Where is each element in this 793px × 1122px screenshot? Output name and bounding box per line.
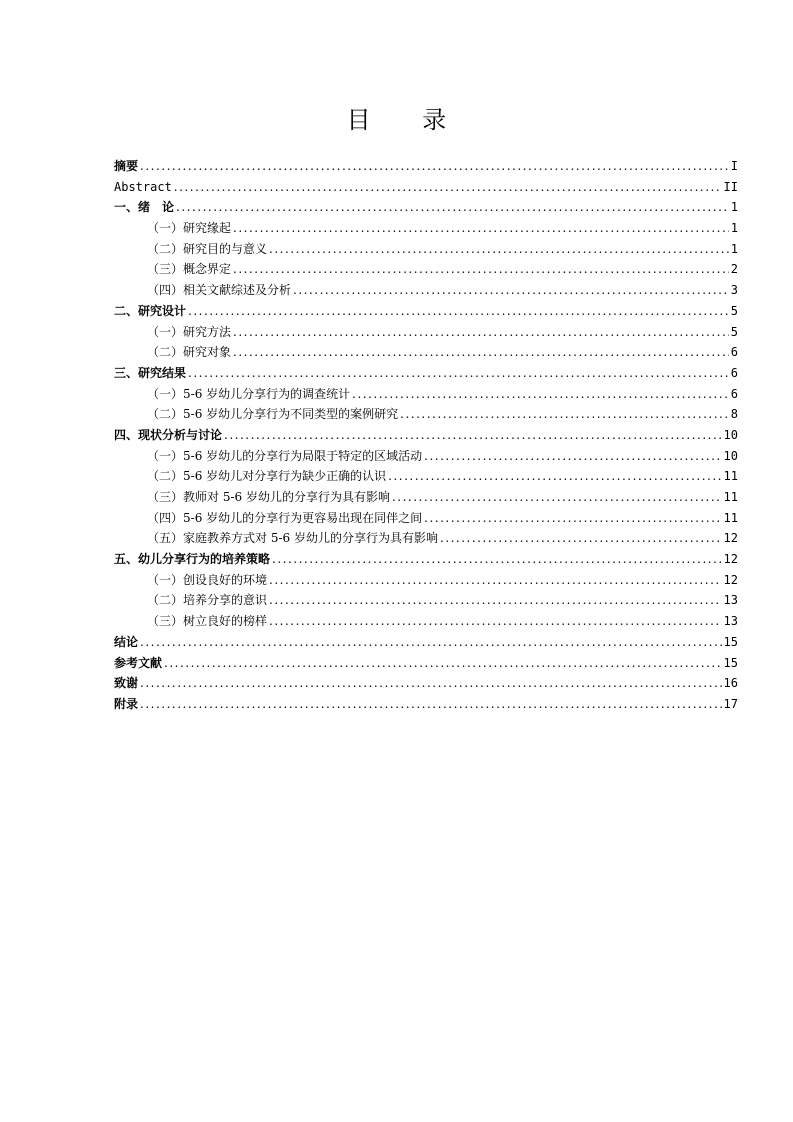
- toc-entry[interactable]: [114, 280, 738, 301]
- toc-entry-label: 摘要: [114, 159, 139, 173]
- toc-entry-page: 13: [723, 593, 738, 608]
- toc-entry[interactable]: [114, 342, 738, 363]
- dot-leader: [140, 632, 722, 653]
- dot-leader: [233, 218, 729, 239]
- toc-entry[interactable]: [114, 590, 738, 611]
- dot-leader: [188, 301, 729, 322]
- toc-entry[interactable]: [114, 404, 738, 425]
- dot-leader: [392, 487, 722, 508]
- toc-entry-page: 12: [723, 552, 738, 567]
- toc-entry[interactable]: [114, 570, 738, 591]
- toc-entry-label: （一）研究缘起: [147, 221, 232, 236]
- toc-entry-label: 二、研究设计: [114, 303, 187, 318]
- toc-entry[interactable]: [114, 549, 738, 570]
- toc-entry-page: 1: [730, 241, 738, 256]
- toc-entry-page: 1: [730, 221, 738, 236]
- toc-entry[interactable]: [114, 632, 738, 653]
- page-title: 目 录: [346, 106, 469, 134]
- toc-entry-page: 11: [723, 490, 738, 504]
- toc-entry[interactable]: [114, 653, 738, 674]
- toc-entry[interactable]: [114, 508, 738, 529]
- toc-entry-label: 五、幼儿分享行为的培养策略: [114, 552, 271, 567]
- toc-entry-page: 11: [723, 469, 738, 484]
- toc-entry-page: 5: [730, 324, 738, 339]
- dot-leader: [233, 342, 729, 363]
- dot-leader: [174, 177, 722, 198]
- toc-entry-label: （一）创设良好的环境: [147, 572, 268, 587]
- dot-leader: [140, 156, 729, 177]
- toc-entry[interactable]: [114, 487, 738, 508]
- toc-entry-label: 致谢: [114, 676, 139, 691]
- toc-entry-label: （一）研究方法: [147, 324, 232, 339]
- dot-leader: [293, 280, 729, 301]
- toc-entry-label: （二）培养分享的意识: [147, 593, 268, 608]
- dot-leader: [352, 384, 729, 405]
- dot-leader: [388, 466, 721, 487]
- toc-entry-label: （一）5-6 岁幼儿分享行为的调查统计: [147, 386, 351, 401]
- toc-entry-label: 结论: [114, 634, 139, 649]
- dot-leader: [440, 528, 722, 549]
- dot-leader: [233, 259, 729, 280]
- toc-entry[interactable]: [114, 177, 738, 198]
- toc-entry-label: （三）教师对 5-6 岁幼儿的分享行为具有影响: [147, 490, 390, 504]
- toc-entry[interactable]: [114, 363, 738, 384]
- toc-entry[interactable]: [114, 156, 738, 177]
- toc-entry-label: 附录: [114, 696, 139, 711]
- toc-entry-page: 13: [723, 614, 738, 629]
- dot-leader: [164, 653, 722, 674]
- toc-entry[interactable]: [114, 528, 738, 549]
- toc-entry[interactable]: [114, 322, 738, 343]
- toc-entry-page: 15: [723, 634, 738, 649]
- toc-entry-page: 1: [730, 200, 738, 215]
- toc-entry-page: 10: [723, 448, 738, 463]
- toc-entry-label: 四、现状分析与讨论: [114, 427, 223, 442]
- toc-entry-label: （二）研究目的与意义: [147, 241, 268, 256]
- toc-entry[interactable]: [114, 197, 738, 218]
- toc-entry-label: 一、绪 论: [114, 200, 175, 215]
- toc-entry-label: （五）家庭教养方式对 5-6 岁幼儿的分享行为具有影响: [147, 531, 438, 546]
- dot-leader: [140, 694, 722, 715]
- dot-leader: [424, 446, 721, 467]
- toc-entry[interactable]: [114, 218, 738, 239]
- dot-leader: [269, 590, 722, 611]
- toc-entry-page: 17: [723, 696, 738, 711]
- dot-leader: [400, 404, 729, 425]
- toc-entry-label: （四）相关文献综述及分析: [147, 283, 292, 298]
- toc-entry-page: 6: [730, 365, 738, 380]
- dot-leader: [140, 673, 722, 694]
- toc-entry[interactable]: [114, 239, 738, 260]
- dot-leader: [272, 549, 722, 570]
- dot-leader: [176, 197, 729, 218]
- toc-entry-page: 5: [730, 303, 738, 318]
- toc-entry[interactable]: [114, 611, 738, 632]
- toc-entry-page: 6: [730, 386, 738, 401]
- table-of-contents: [114, 156, 738, 715]
- toc-entry[interactable]: [114, 673, 738, 694]
- toc-entry-label: 三、研究结果: [114, 365, 187, 380]
- toc-entry[interactable]: [114, 425, 738, 446]
- dot-leader: [233, 322, 729, 343]
- dot-leader: [269, 570, 722, 591]
- toc-entry[interactable]: [114, 259, 738, 280]
- toc-entry[interactable]: [114, 466, 738, 487]
- toc-entry-label: （三）树立良好的榜样: [147, 614, 268, 629]
- toc-entry-page: 3: [730, 283, 738, 298]
- dot-leader: [424, 508, 721, 529]
- toc-entry-page: II: [723, 179, 738, 194]
- toc-entry-page: 11: [723, 510, 738, 525]
- toc-entry-label: （二）5-6 岁幼儿对分享行为缺少正确的认识: [147, 469, 387, 484]
- toc-entry-page: 12: [723, 572, 738, 587]
- toc-entry-page: 10: [723, 427, 738, 442]
- toc-entry-label: 参考文献: [114, 655, 163, 670]
- toc-entry-label: （一）5-6 岁幼儿的分享行为局限于特定的区域活动: [147, 448, 423, 463]
- toc-entry-label: Abstract: [114, 179, 172, 194]
- toc-entry-label: （二）研究对象: [147, 345, 232, 360]
- toc-entry-label: （二）5-6 岁幼儿分享行为不同类型的案例研究: [147, 407, 399, 422]
- toc-entry[interactable]: [114, 446, 738, 467]
- dot-leader: [269, 239, 729, 260]
- toc-entry-page: 16: [723, 676, 738, 691]
- toc-entry-page: 8: [730, 407, 738, 422]
- toc-entry[interactable]: [114, 694, 738, 715]
- toc-entry[interactable]: [114, 301, 738, 322]
- dot-leader: [188, 363, 729, 384]
- dot-leader: [224, 425, 722, 446]
- toc-entry-page: 12: [723, 531, 738, 546]
- toc-entry-page: 2: [730, 262, 738, 277]
- toc-entry-label: （三）概念界定: [147, 262, 232, 277]
- toc-entry-page: I: [730, 159, 738, 173]
- dot-leader: [269, 611, 722, 632]
- toc-entry-page: 6: [730, 345, 738, 360]
- toc-entry-page: 15: [723, 655, 738, 670]
- toc-entry[interactable]: [114, 384, 738, 405]
- toc-entry-label: （四）5-6 岁幼儿的分享行为更容易出现在同伴之间: [147, 510, 423, 525]
